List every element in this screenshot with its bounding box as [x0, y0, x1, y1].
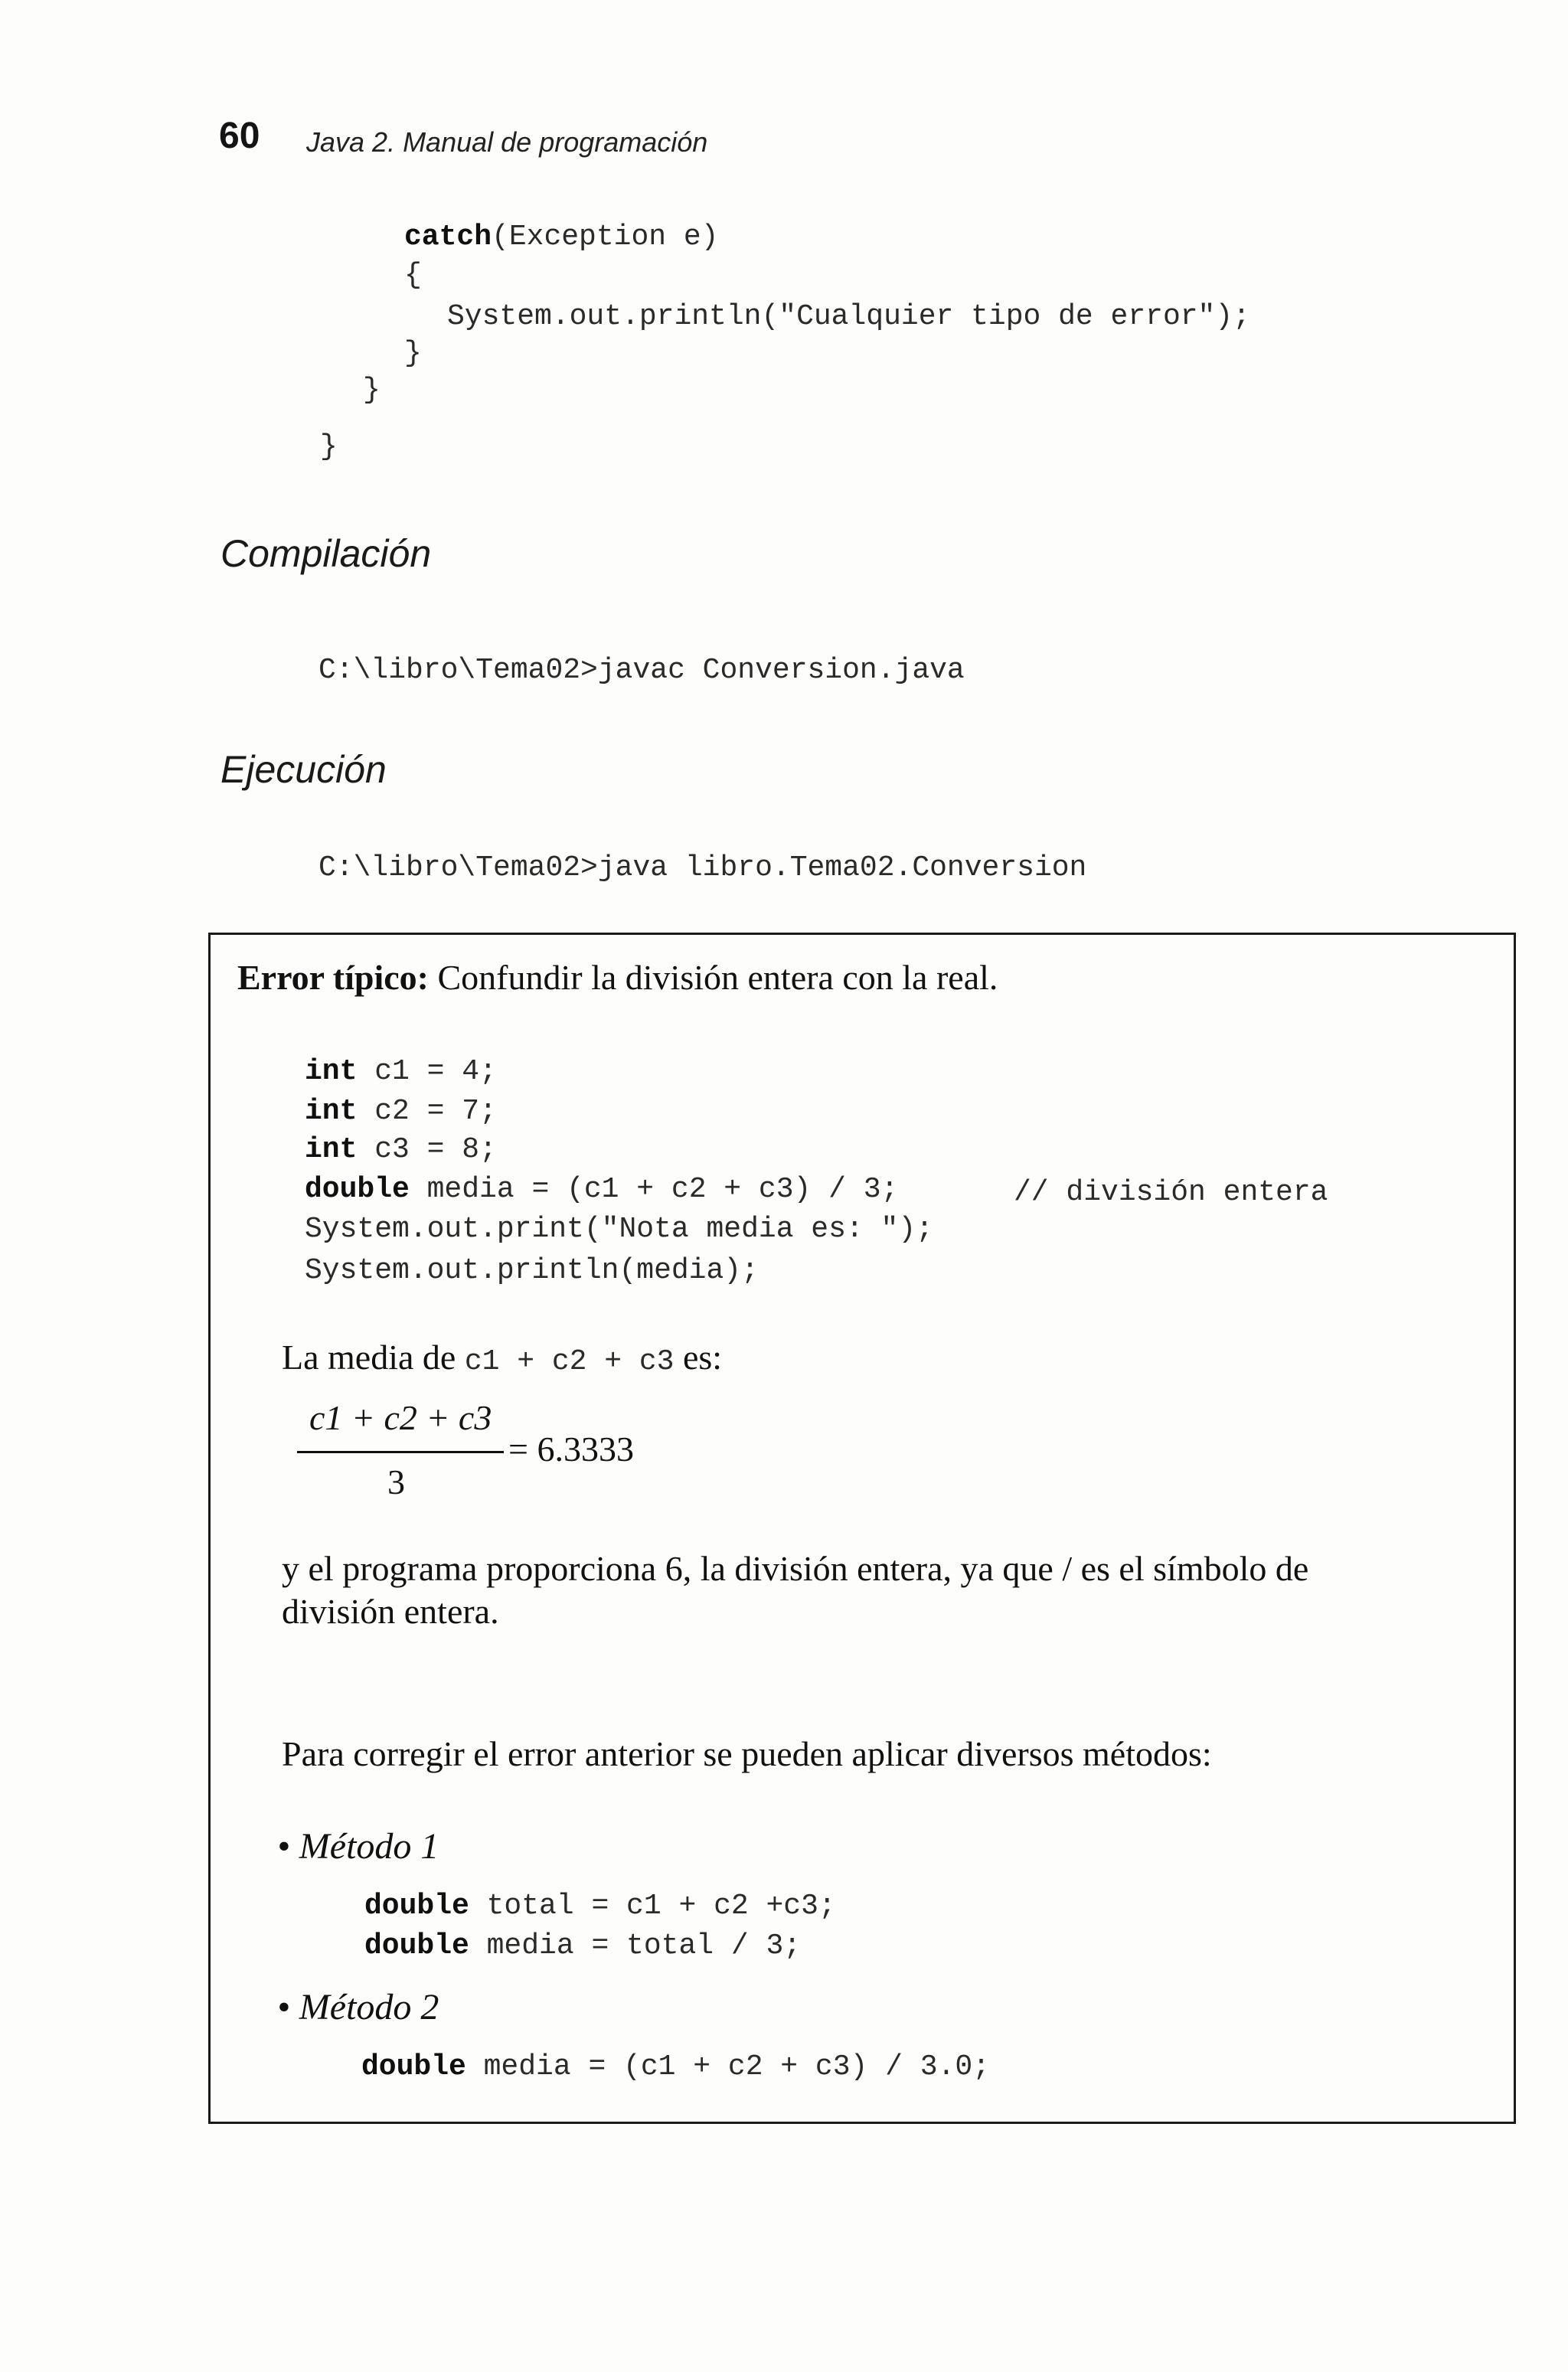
explanation-line-2: división entera.: [282, 1592, 499, 1631]
code-keyword: int: [305, 1133, 358, 1166]
explanation-line-1: y el programa proporciona 6, la división entera, ya que / es el símbolo de: [282, 1549, 1309, 1588]
code-close-brace: }: [320, 430, 338, 463]
ejecucion-heading: Ejecución: [220, 748, 387, 791]
code-text: media = (c1 + c2 + c3) / 3;: [409, 1173, 899, 1206]
code-text: c2 = 7;: [357, 1095, 497, 1128]
method-2-label: • Método 2: [277, 1987, 439, 2027]
run-command: C:\libro\Tema02>java libro.Tema02.Conversion: [318, 851, 1087, 884]
error-box-title-bold: Error típico:: [237, 958, 429, 997]
error-box-title-rest: Confundir la división entera con la real.: [428, 958, 998, 997]
code-line: [305, 1173, 898, 1206]
fraction-bar: [297, 1451, 504, 1453]
running-title: Java 2. Manual de programación: [306, 126, 708, 158]
code-keyword: int: [305, 1055, 358, 1088]
correction-intro: Para corregir el error anterior se pueden aplicar diversos métodos:: [282, 1734, 1212, 1773]
code-text: media = total / 3;: [469, 1929, 802, 1962]
fraction-result: = 6.3333: [508, 1429, 634, 1469]
media-sentence: [282, 1337, 722, 1378]
code-keyword: double: [305, 1173, 410, 1206]
code-keyword: int: [305, 1095, 358, 1128]
code-line: System.out.print("Nota media es: ");: [305, 1213, 933, 1246]
code-line: [364, 1890, 836, 1923]
media-sentence-code: c1 + c2 + c3: [464, 1345, 675, 1378]
code-close-brace: }: [404, 337, 422, 370]
media-sentence-start: La media de: [282, 1338, 465, 1377]
method-1-label: • Método 1: [277, 1826, 439, 1867]
code-text: c3 = 8;: [357, 1133, 497, 1166]
code-keyword: double: [361, 2050, 466, 2083]
code-keyword: double: [364, 1929, 469, 1962]
code-line: [305, 1055, 497, 1088]
code-text: (Exception e): [492, 221, 719, 253]
page-number: 60: [219, 116, 260, 156]
code-keyword: catch: [404, 221, 492, 253]
code-open-brace: {: [404, 259, 422, 292]
code-line: [361, 2050, 990, 2083]
fraction-denominator: 3: [387, 1462, 405, 1501]
error-box-title: [237, 957, 998, 998]
code-catch-line: [404, 221, 718, 253]
code-line: [305, 1133, 497, 1166]
fraction-formula: [297, 1397, 527, 1512]
media-sentence-end: es:: [674, 1338, 723, 1377]
code-text: total = c1 + c2 +c3;: [469, 1890, 836, 1923]
code-close-brace: }: [363, 374, 381, 407]
code-keyword: double: [364, 1890, 469, 1923]
code-println-line: System.out.println("Cualquier tipo de error");: [447, 300, 1250, 333]
code-text: c1 = 4;: [357, 1055, 497, 1088]
code-line: [305, 1095, 497, 1128]
compile-command: C:\libro\Tema02>javac Conversion.java: [318, 654, 965, 687]
fraction-numerator: c1 + c2 + c3: [309, 1398, 492, 1437]
code-line: System.out.println(media);: [305, 1254, 759, 1287]
code-comment: // división entera: [1014, 1176, 1328, 1209]
code-line: [364, 1929, 801, 1962]
code-text: media = (c1 + c2 + c3) / 3.0;: [466, 2050, 990, 2083]
compilacion-heading: Compilación: [220, 532, 432, 575]
